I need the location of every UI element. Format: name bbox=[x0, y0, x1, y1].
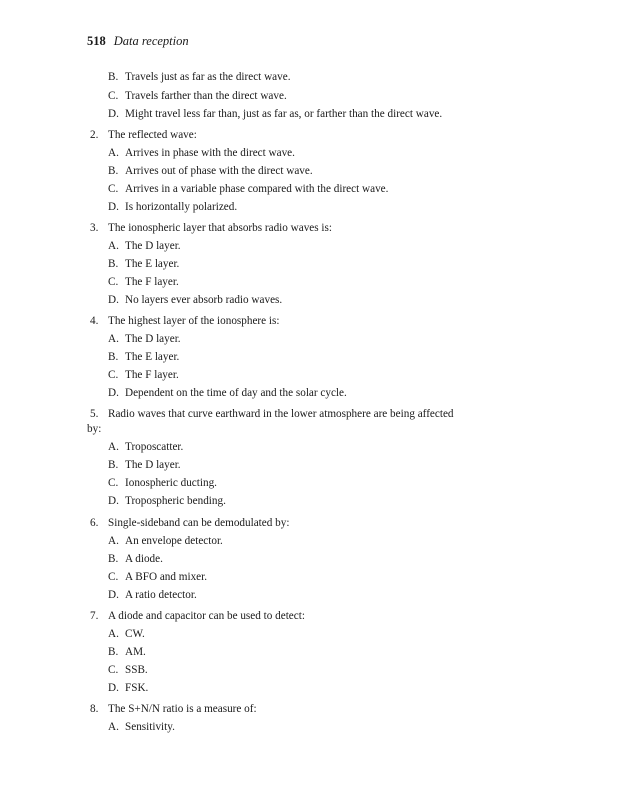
option-8a: A. Sensitivity. bbox=[108, 721, 175, 733]
option-2b: B. Arrives out of phase with the direct wave. bbox=[108, 165, 313, 177]
question-6: 6. Single-sideband can be demodulated by: bbox=[90, 517, 290, 529]
option-5b: B. The D layer. bbox=[108, 459, 181, 471]
option-5c: C. Ionospheric ducting. bbox=[108, 477, 217, 489]
question-4: 4. The highest layer of the ionosphere is: bbox=[90, 315, 280, 327]
option-3d: D. No layers ever absorb radio waves. bbox=[108, 294, 283, 306]
option-3a: A. The D layer. bbox=[108, 240, 181, 252]
option-6c: C. A BFO and mixer. bbox=[108, 571, 208, 583]
option-3c: C. The F layer. bbox=[108, 276, 179, 288]
option-6b: B. A diode. bbox=[108, 553, 163, 565]
running-title: Data reception bbox=[113, 34, 189, 48]
option-4b: B. The E layer. bbox=[108, 351, 180, 363]
option-4a: A. The D layer. bbox=[108, 333, 181, 345]
option-7b: B. AM. bbox=[108, 646, 146, 658]
option-carryover-d: D. Might travel less far than, just as far as, or farther than the direct wave. bbox=[108, 108, 443, 120]
page-number: 518 bbox=[87, 34, 106, 48]
option-6a: A. An envelope detector. bbox=[108, 535, 223, 547]
question-5: 5. Radio waves that curve earthward in the lower atmosphere are being affected bbox=[90, 408, 454, 420]
option-7d: D. FSK. bbox=[108, 682, 149, 694]
option-6d: D. A ratio detector. bbox=[108, 589, 197, 601]
option-5a: A. Troposcatter. bbox=[108, 441, 184, 453]
option-2a: A. Arrives in phase with the direct wave. bbox=[108, 147, 295, 159]
question-8: 8. The S+N/N ratio is a measure of: bbox=[90, 703, 257, 715]
option-carryover-c: C. Travels farther than the direct wave. bbox=[108, 90, 287, 102]
option-7c: C. SSB. bbox=[108, 664, 148, 676]
option-7a: A. CW. bbox=[108, 628, 145, 640]
option-carryover-b: B. Travels just as far as the direct wave. bbox=[108, 71, 291, 83]
page-header bbox=[87, 34, 189, 49]
option-5d: D. Tropospheric bending. bbox=[108, 495, 226, 507]
question-7: 7. A diode and capacitor can be used to detect: bbox=[90, 610, 305, 622]
option-3b: B. The E layer. bbox=[108, 258, 180, 270]
question-2: 2. The reflected wave: bbox=[90, 129, 197, 141]
option-4d: D. Dependent on the time of day and the solar cycle. bbox=[108, 387, 347, 399]
question-5-continuation: by: bbox=[87, 423, 102, 435]
question-3: 3. The ionospheric layer that absorbs radio waves is: bbox=[90, 222, 332, 234]
option-4c: C. The F layer. bbox=[108, 369, 179, 381]
option-2c: C. Arrives in a variable phase compared with the direct wave. bbox=[108, 183, 389, 195]
option-2d: D. Is horizontally polarized. bbox=[108, 201, 238, 213]
